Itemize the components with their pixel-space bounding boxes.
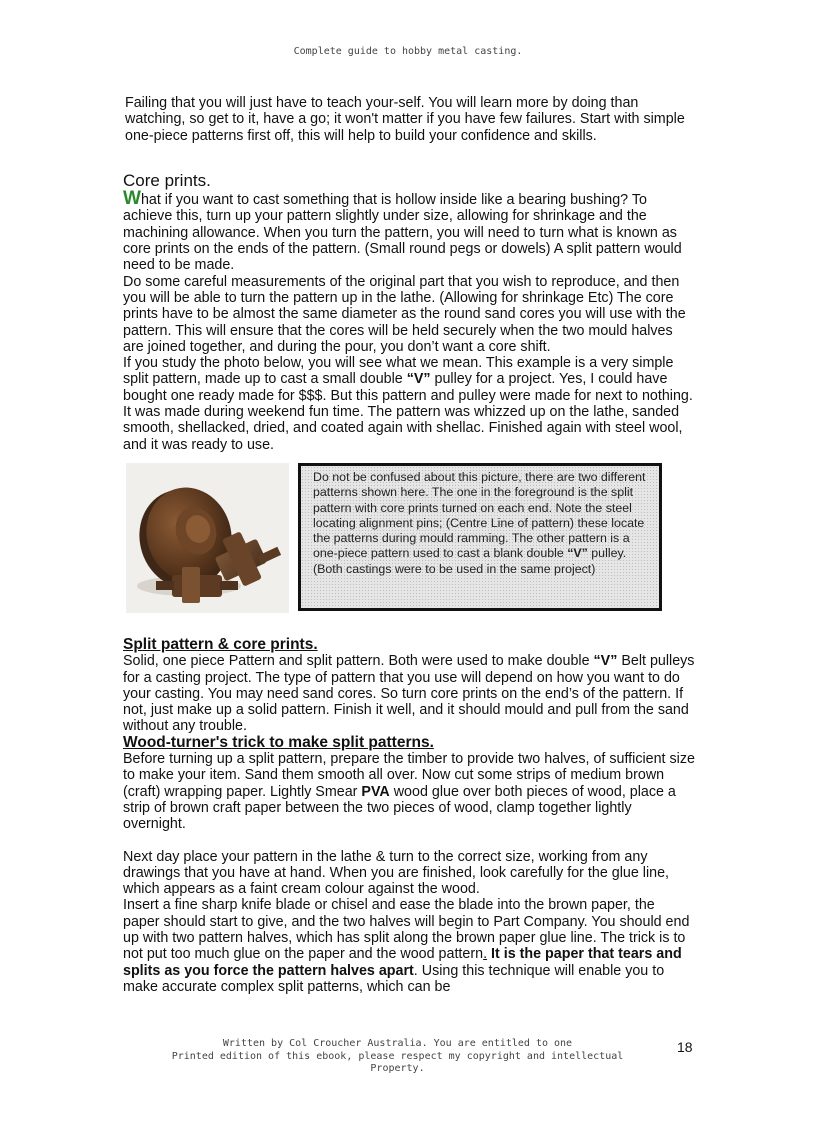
wood-turner-paragraph-1: Before turning up a split pattern, prepare the timber to provide two halves, of sufficient size to make your item. Sand them smooth all over. Now cut some strips of medium brown (craft) wrapping paper. Lightly Smear PVA wood glue over both pieces of wood, place a strip of brown craft paper between the two pieces of wood, clamp together lightly overnight. bbox=[123, 751, 695, 833]
wood-turner-paragraph-2: Next day place your pattern in the lathe & turn to the correct size, working from any drawings that you have at hand. When you are finished, look carefully for the glue line, which appears as a faint cream colour against the wood. bbox=[123, 848, 669, 898]
split-pattern-paragraph: Solid, one piece Pattern and split pattern. Both were used to make double “V” Belt pulleys for a casting project. The type of pattern that you use will depend on how you want to do your casting. You may need sand cores. So turn core prints on the end’s of the pattern. If not, just make up a solid pattern. Finish it well, and it should mould and pull from the sand without any trouble. bbox=[123, 653, 695, 735]
core-prints-paragraph-3: If you study the photo below, you will see what we mean. This example is a very simple split pattern, made up to cast a small double “V” pulley for a project. Yes, I could have bought one ready made for $$$. But this pattern and pulley were made for next to nothing. It was made during weekend fun time. The pattern was whizzed up on the lathe, sanded smooth, shellacked, dried, and coated again with shellac. Finished again with steel wool, and it was ready to use. bbox=[123, 355, 693, 453]
page-number: 18 bbox=[677, 1039, 693, 1055]
split-pattern-heading: Split pattern & core prints. bbox=[123, 635, 318, 653]
wooden-pattern-illustration bbox=[126, 463, 289, 613]
intro-paragraph: Failing that you will just have to teach your-self. You will learn more by doing than watching, so get to it, have a go; it won't matter if you have few failures. Start with simple one-piece patterns first off, this will help to build your confidence and skills. bbox=[125, 95, 685, 144]
core-prints-paragraph-2: Do some careful measurements of the original part that you wish to reproduce, and then you will be able to turn the pattern up in the lathe. (Allowing for shrinkage Etc) The core prints have to be almost the same diameter as the round sand cores you will use with the pattern. This will ensure that the cores will be held securely when the two mould halves are joined together, and during the pour, you don’t want a core shift. bbox=[123, 273, 686, 355]
core-prints-heading: Core prints. bbox=[123, 170, 211, 190]
photo-caption-box: Do not be confused about this picture, there are two different patterns shown here. The one in the foreground is the split pattern with core prints turned on each end. Note the steel locating alignment pins; (Centre Line of pattern) these locate the patterns during mould ramming. The other pattern is a one-piece pattern used to cast a blank double “V” pulley. (Both castings were to be used in the same project) bbox=[298, 463, 662, 611]
wood-turner-paragraph-3: Insert a fine sharp knife blade or chisel and ease the blade into the brown paper, the paper should start to give, and the two halves will begin to Part Company. You should end up with two pattern halves, which has split along the brown paper glue line. The trick is to not put too much glue on the paper and the wood pattern. It is the paper that tears and splits as you force the pattern halves apart. Using this technique will enable you to make accurate complex split patterns, which can be bbox=[123, 897, 690, 995]
pattern-photo bbox=[126, 463, 289, 613]
wood-turner-heading: Wood-turner's trick to make split patterns. bbox=[123, 733, 434, 751]
page-body bbox=[123, 95, 695, 995]
footer-copyright: Written by Col Croucher Australia. You are entitled to one Printed edition of this ebook, please respect my copyright and intellectual Property. bbox=[171, 1038, 624, 1074]
running-header: Complete guide to hobby metal casting. bbox=[293, 46, 523, 57]
drop-cap: W bbox=[123, 188, 141, 210]
figure-row bbox=[126, 463, 695, 617]
core-prints-paragraph-1: What if you want to cast something that is hollow inside like a bearing bushing? To achieve this, turn up your pattern slightly under size, allowing for shrinkage and the machining allowance. When you turn the pattern, you will need to turn what is known as core prints on the ends of the pattern. (Small round pegs or dowels) A split pattern would need to be made. bbox=[123, 188, 682, 274]
